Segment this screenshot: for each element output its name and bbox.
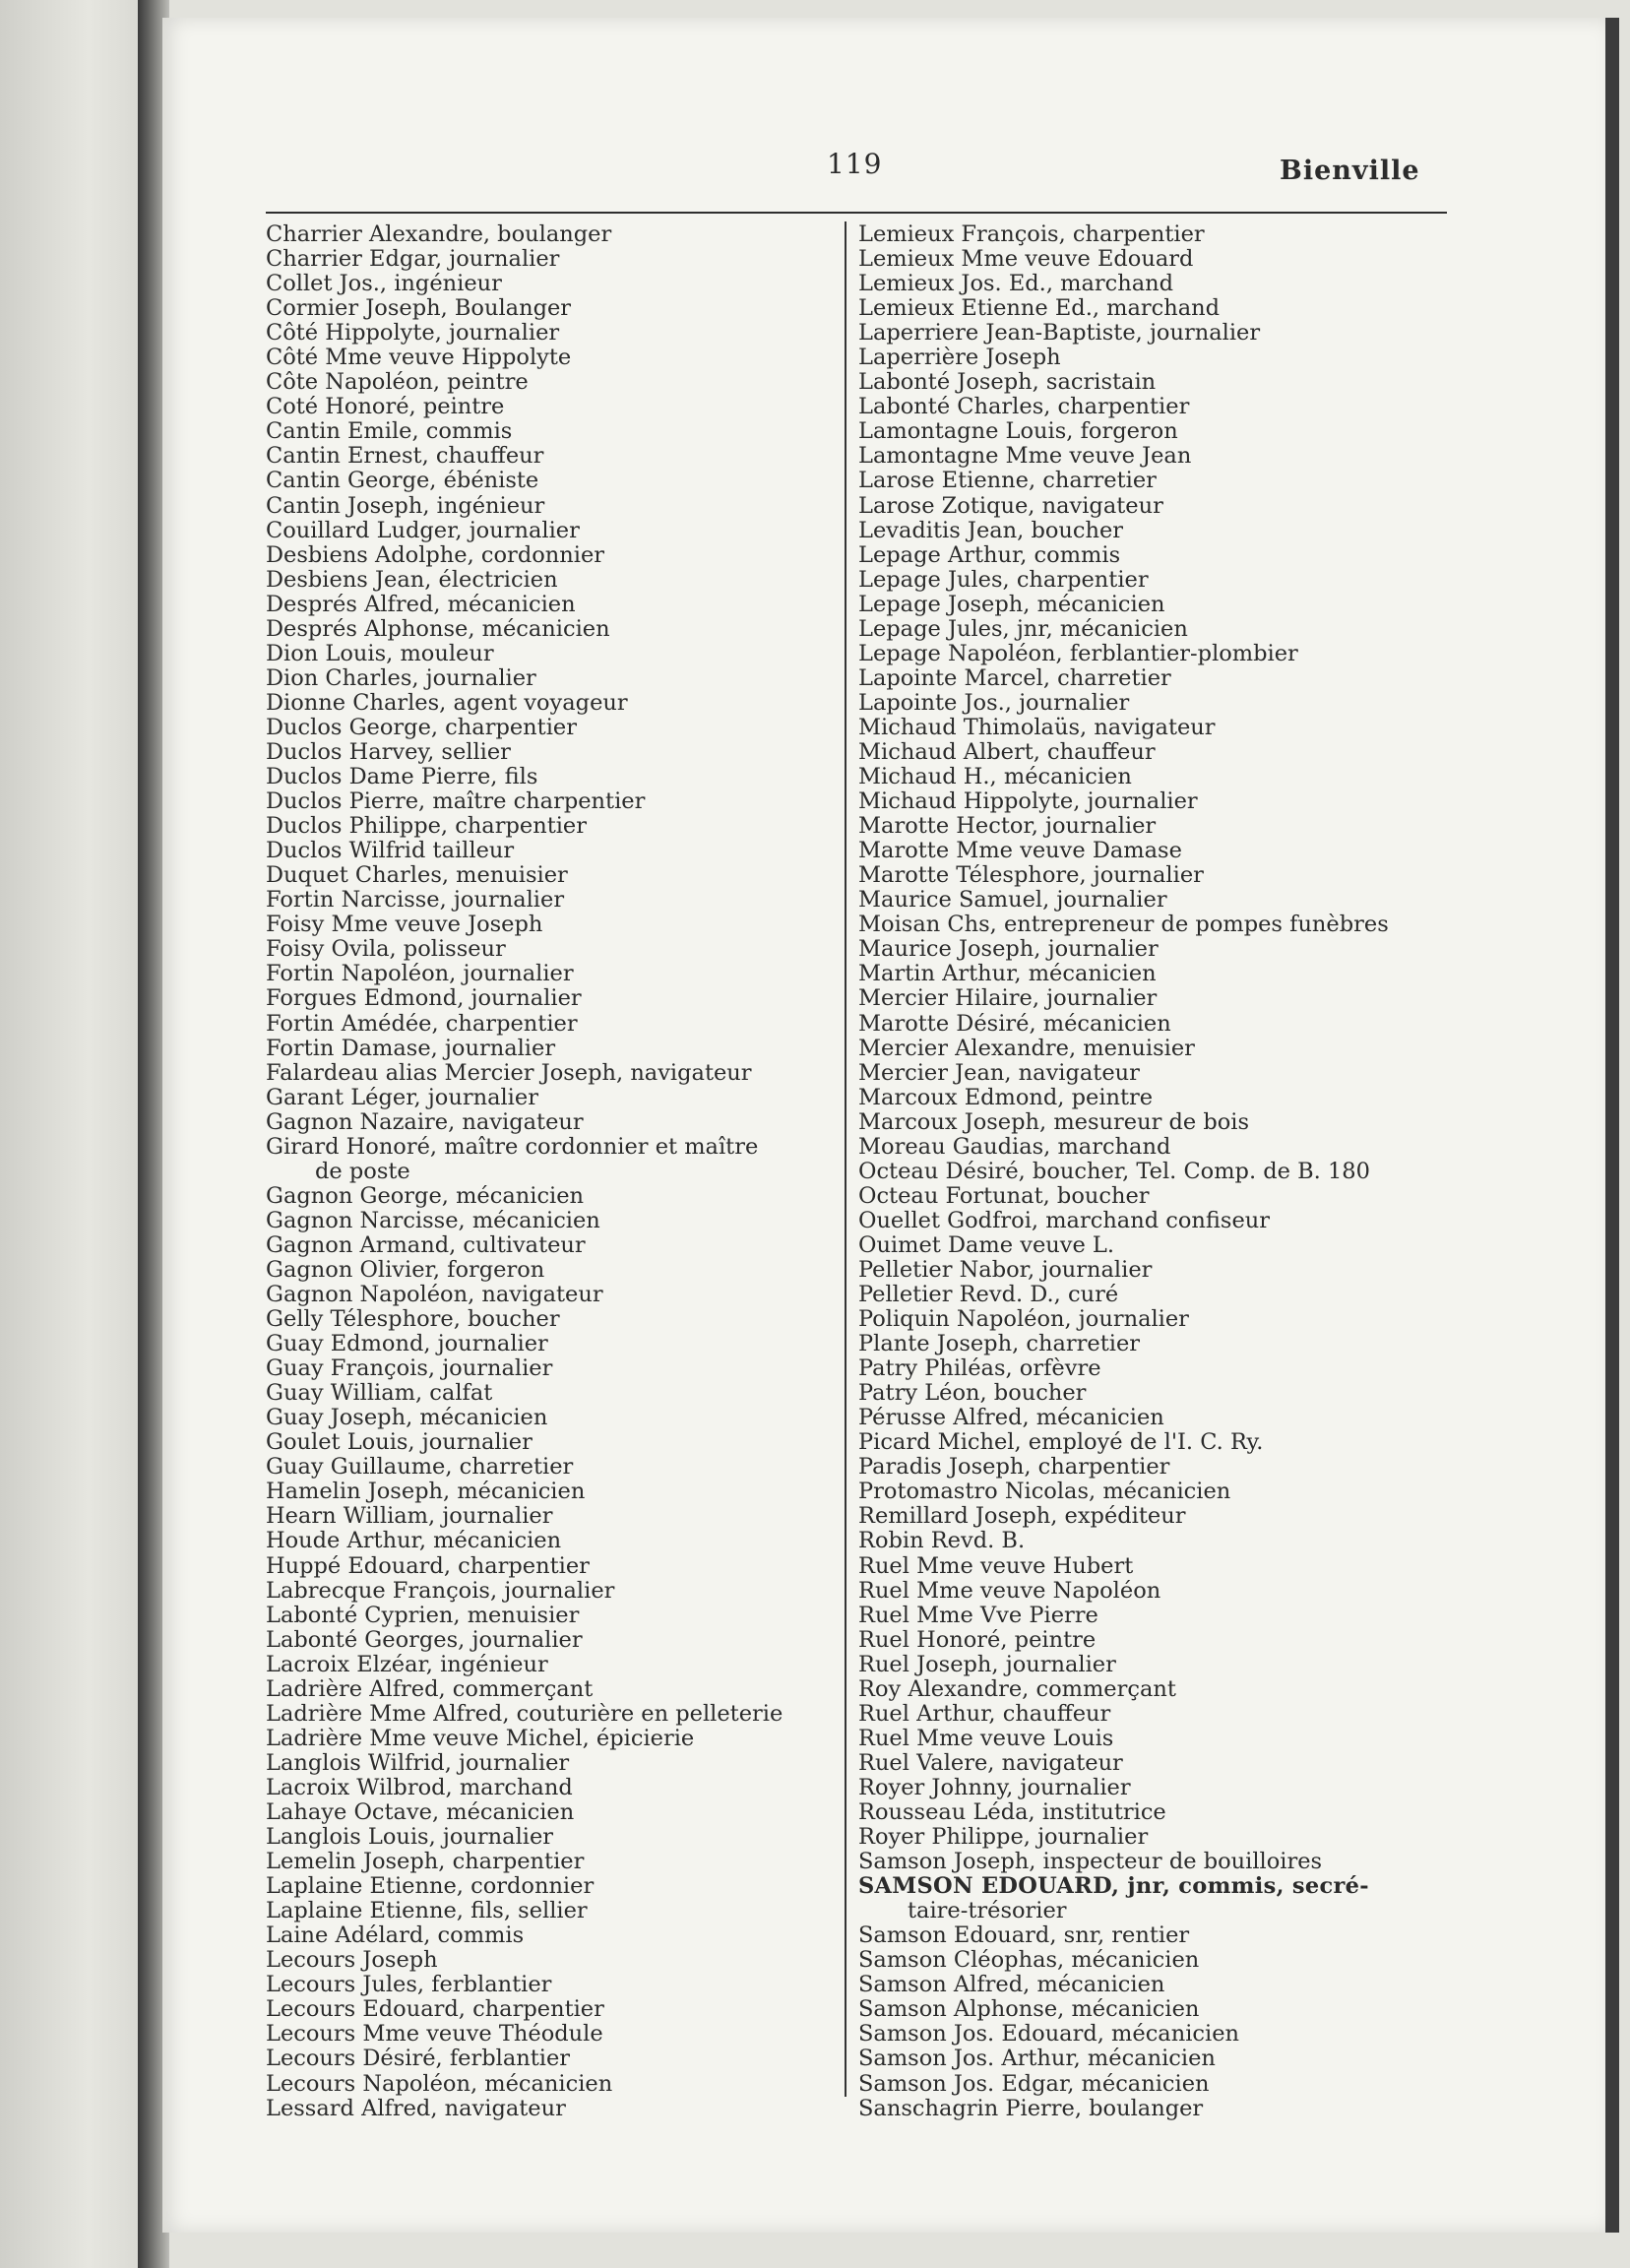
directory-entry: Robin Revd. B. bbox=[858, 1528, 1026, 1554]
directory-entry: Lahaye Octave, mécanicien bbox=[266, 1799, 575, 1825]
directory-entry: Ladrière Alfred, commerçant bbox=[266, 1675, 594, 1702]
directory-entry: Ruel Mme veuve Napoléon bbox=[858, 1577, 1161, 1604]
directory-entry: Ruel Mme veuve Hubert bbox=[858, 1552, 1134, 1579]
directory-entry: Garant Léger, journalier bbox=[266, 1084, 538, 1110]
directory-entry: Charrier Edgar, journalier bbox=[266, 246, 560, 273]
directory-entry: Dionne Charles, agent voyageur bbox=[266, 689, 628, 716]
directory-entry: taire-trésorier bbox=[908, 1898, 1067, 1924]
directory-entry: Lecours Edouard, charpentier bbox=[266, 1996, 604, 2023]
directory-entry: Pérusse Alfred, mécanicien bbox=[858, 1405, 1164, 1431]
directory-entry: Patry Philéas, orfèvre bbox=[858, 1355, 1101, 1382]
directory-entry: Lepage Arthur, commis bbox=[858, 541, 1121, 568]
directory-entry: Duclos Harvey, sellier bbox=[266, 738, 511, 765]
directory-entry: Samson Joseph, inspecteur de bouilloires bbox=[858, 1849, 1323, 1875]
directory-entry: Duclos George, charpentier bbox=[266, 714, 577, 740]
directory-entry: Lemieux Jos. Ed., marchand bbox=[858, 271, 1174, 297]
directory-entry: Michaud Thimolaüs, navigateur bbox=[858, 714, 1216, 740]
directory-entry: Samson Cléophas, mécanicien bbox=[858, 1947, 1200, 1974]
directory-entry: Langlois Louis, journalier bbox=[266, 1824, 554, 1851]
directory-entry: Lecours Jules, ferblantier bbox=[266, 1972, 552, 1998]
directory-entry: Labonté Charles, charpentier bbox=[858, 394, 1190, 420]
directory-entry: Guay Joseph, mécanicien bbox=[266, 1405, 548, 1431]
directory-entry: Samson Edouard, snr, rentier bbox=[858, 1922, 1190, 1949]
directory-entry: Samson Alphonse, mécanicien bbox=[858, 1996, 1200, 2023]
directory-entry: Laperriere Jean-Baptiste, journalier bbox=[858, 320, 1261, 346]
directory-entry: Ruel Arthur, chauffeur bbox=[858, 1700, 1111, 1727]
directory-entry: Gagnon Nazaire, navigateur bbox=[266, 1108, 584, 1135]
directory-entry: Ouimet Dame veuve L. bbox=[858, 1231, 1115, 1258]
directory-entry: Laperrière Joseph bbox=[858, 345, 1061, 371]
directory-entry: Fortin Narcisse, journalier bbox=[266, 887, 565, 914]
directory-entry: Hamelin Joseph, mécanicien bbox=[266, 1479, 586, 1505]
directory-entry: Huppé Edouard, charpentier bbox=[266, 1552, 590, 1579]
directory-entry: Samson Jos. Arthur, mécanicien bbox=[858, 2046, 1216, 2072]
directory-entry: Gagnon George, mécanicien bbox=[266, 1182, 585, 1209]
directory-entry: Laplaine Etienne, fils, sellier bbox=[266, 1898, 588, 1924]
directory-entry: Marotte Mme veuve Damase bbox=[858, 838, 1182, 864]
directory-entry: Ruel Honoré, peintre bbox=[858, 1626, 1097, 1653]
directory-entry: Laplaine Etienne, cordonnier bbox=[266, 1873, 595, 1900]
directory-entry: Cormier Joseph, Boulanger bbox=[266, 295, 572, 322]
directory-entry: Michaud H., mécanicien bbox=[858, 764, 1132, 790]
directory-entry: Samson Alfred, mécanicien bbox=[858, 1972, 1165, 1998]
directory-entry: Fortin Napoléon, journalier bbox=[266, 961, 574, 987]
directory-entry: Cantin Joseph, ingénieur bbox=[266, 492, 545, 519]
directory-entry: Lemieux Etienne Ed., marchand bbox=[858, 295, 1221, 322]
directory-entry: Després Alfred, mécanicien bbox=[266, 591, 576, 617]
directory-entry: Foisy Mme veuve Joseph bbox=[266, 912, 543, 938]
directory-entry: Duclos Dame Pierre, fils bbox=[266, 764, 538, 790]
directory-entry: Houde Arthur, mécanicien bbox=[266, 1528, 562, 1554]
directory-entry: Samson Jos. Edgar, mécanicien bbox=[858, 2070, 1210, 2097]
directory-entry: Cantin George, ébéniste bbox=[266, 468, 539, 494]
directory-entry: Fortin Damase, journalier bbox=[266, 1035, 556, 1061]
directory-entry: Maurice Joseph, journalier bbox=[858, 936, 1159, 963]
directory-entry: Mercier Alexandre, menuisier bbox=[858, 1035, 1195, 1061]
running-head: Bienville bbox=[1280, 156, 1420, 186]
directory-entry: Ladrière Mme Alfred, couturière en pelleterie bbox=[266, 1700, 784, 1727]
directory-entry: Lemieux François, charpentier bbox=[858, 221, 1205, 247]
directory-entry: Gagnon Olivier, forgeron bbox=[266, 1256, 545, 1283]
directory-entry: Ruel Valere, navigateur bbox=[858, 1749, 1123, 1776]
directory-entry: Labonté Joseph, sacristain bbox=[858, 369, 1157, 396]
directory-entry: Lapointe Jos., journalier bbox=[858, 689, 1130, 716]
directory-entry: Lepage Joseph, mécanicien bbox=[858, 591, 1165, 617]
directory-entry: Lacroix Elzéar, ingénieur bbox=[266, 1651, 548, 1677]
directory-entry: Forgues Edmond, journalier bbox=[266, 985, 582, 1012]
directory-entry: Plante Joseph, charretier bbox=[858, 1331, 1141, 1357]
directory-entry: Côte Napoléon, peintre bbox=[266, 369, 529, 396]
directory-entry: Maurice Samuel, journalier bbox=[858, 887, 1167, 914]
directory-entry: Gelly Télesphore, boucher bbox=[266, 1306, 560, 1333]
directory-entry: Rousseau Léda, institutrice bbox=[858, 1799, 1166, 1825]
directory-entry: Moisan Chs, entrepreneur de pompes funèbres bbox=[858, 912, 1389, 938]
directory-entry: SAMSON EDOUARD, jnr, commis, secré- bbox=[858, 1873, 1369, 1900]
directory-entry: Ruel Joseph, journalier bbox=[858, 1651, 1116, 1677]
directory-entry: Guay William, calfat bbox=[266, 1380, 493, 1407]
directory-entry: Hearn William, journalier bbox=[266, 1503, 553, 1530]
directory-entry: Levaditis Jean, boucher bbox=[858, 517, 1124, 543]
directory-entry: Cantin Emile, commis bbox=[266, 418, 513, 445]
directory-entry: de poste bbox=[315, 1158, 410, 1184]
directory-entry: Lecours Napoléon, mécanicien bbox=[266, 2070, 613, 2097]
directory-entry: Protomastro Nicolas, mécanicien bbox=[858, 1479, 1231, 1505]
directory-entry: Ruel Mme veuve Louis bbox=[858, 1725, 1114, 1751]
directory-entry: Duclos Wilfrid tailleur bbox=[266, 838, 515, 864]
directory-entry: Desbiens Jean, électricien bbox=[266, 566, 558, 593]
directory-entry: Fortin Amédée, charpentier bbox=[266, 1010, 578, 1037]
directory-entry: Gagnon Narcisse, mécanicien bbox=[266, 1207, 600, 1233]
directory-entry: Guay Guillaume, charretier bbox=[266, 1454, 574, 1480]
directory-entry: Octeau Fortunat, boucher bbox=[858, 1182, 1150, 1209]
directory-entry: Roy Alexandre, commerçant bbox=[858, 1675, 1176, 1702]
left-column-list bbox=[266, 222, 835, 2121]
directory-entry: Ouellet Godfroi, marchand confiseur bbox=[858, 1207, 1271, 1233]
directory-entry: Coté Honoré, peintre bbox=[266, 394, 505, 420]
directory-entry: Royer Philippe, journalier bbox=[858, 1824, 1149, 1851]
directory-entry: Labonté Georges, journalier bbox=[266, 1626, 583, 1653]
directory-entry: Lepage Napoléon, ferblantier-plombier bbox=[858, 640, 1298, 666]
directory-entry: Lemelin Joseph, charpentier bbox=[266, 1849, 585, 1875]
directory-entry: Royer Johnny, journalier bbox=[858, 1774, 1131, 1800]
directory-entry: Mercier Jean, navigateur bbox=[858, 1059, 1140, 1086]
directory-entry: Dion Louis, mouleur bbox=[266, 640, 494, 666]
directory-entry: Dion Charles, journalier bbox=[266, 664, 536, 691]
directory-entry: Gagnon Armand, cultivateur bbox=[266, 1231, 586, 1258]
directory-entry: Després Alphonse, mécanicien bbox=[266, 615, 610, 642]
directory-entry: Pelletier Revd. D., curé bbox=[858, 1282, 1119, 1308]
directory-entry: Lemieux Mme veuve Edouard bbox=[858, 246, 1194, 273]
directory-entry: Côté Mme veuve Hippolyte bbox=[266, 345, 572, 371]
directory-entry: Lecours Joseph bbox=[266, 1947, 438, 1974]
directory-entry: Desbiens Adolphe, cordonnier bbox=[266, 541, 605, 568]
header-rule bbox=[266, 212, 1447, 214]
directory-entry: Lecours Mme veuve Théodule bbox=[266, 2021, 603, 2048]
directory-entry: Marcoux Joseph, mesureur de bois bbox=[858, 1108, 1250, 1135]
directory-entry: Mercier Hilaire, journalier bbox=[858, 985, 1158, 1012]
directory-entry: Remillard Joseph, expéditeur bbox=[858, 1503, 1186, 1530]
directory-entry: Lamontagne Louis, forgeron bbox=[858, 418, 1178, 445]
directory-entry: Labonté Cyprien, menuisier bbox=[266, 1602, 580, 1628]
directory-entry: Poliquin Napoléon, journalier bbox=[858, 1306, 1189, 1333]
directory-entry: Sanschagrin Pierre, boulanger bbox=[858, 2095, 1204, 2121]
directory-entry: Picard Michel, employé de l'I. C. Ry. bbox=[858, 1429, 1264, 1456]
directory-entry: Charrier Alexandre, boulanger bbox=[266, 221, 612, 247]
directory-entry: Lecours Désiré, ferblantier bbox=[266, 2046, 571, 2072]
directory-entry: Larose Zotique, navigateur bbox=[858, 492, 1163, 519]
directory-entry: Ladrière Mme veuve Michel, épicierie bbox=[266, 1725, 695, 1751]
directory-entry: Collet Jos., ingénieur bbox=[266, 271, 502, 297]
directory-entry: Moreau Gaudias, marchand bbox=[858, 1133, 1171, 1160]
directory-entry: Goulet Louis, journalier bbox=[266, 1429, 533, 1456]
directory-entry: Samson Jos. Edouard, mécanicien bbox=[858, 2021, 1240, 2048]
directory-entry: Foisy Ovila, polisseur bbox=[266, 936, 506, 963]
directory-entry: Couillard Ludger, journalier bbox=[266, 517, 580, 543]
directory-entry: Côté Hippolyte, journalier bbox=[266, 320, 560, 346]
directory-entry: Marotte Télesphore, journalier bbox=[858, 862, 1204, 889]
directory-entry: Guay Edmond, journalier bbox=[266, 1331, 548, 1357]
directory-entry: Lapointe Marcel, charretier bbox=[858, 664, 1171, 691]
directory-entry: Gagnon Napoléon, navigateur bbox=[266, 1282, 603, 1308]
directory-entry: Marcoux Edmond, peintre bbox=[858, 1084, 1154, 1110]
directory-entry: Marotte Hector, journalier bbox=[858, 813, 1157, 840]
directory-entry: Laine Adélard, commis bbox=[266, 1922, 525, 1949]
directory-entry: Guay François, journalier bbox=[266, 1355, 553, 1382]
directory-entry: Lessard Alfred, navigateur bbox=[266, 2095, 566, 2121]
directory-entry: Lepage Jules, charpentier bbox=[858, 566, 1149, 593]
directory-entry: Langlois Wilfrid, journalier bbox=[266, 1749, 570, 1776]
previous-page-edge bbox=[0, 0, 148, 2268]
directory-entry: Pelletier Nabor, journalier bbox=[858, 1256, 1153, 1283]
directory-entry: Duquet Charles, menuisier bbox=[266, 862, 568, 889]
directory-entry: Duclos Pierre, maître charpentier bbox=[266, 788, 646, 815]
directory-entry: Paradis Joseph, charpentier bbox=[858, 1454, 1170, 1480]
directory-entry: Lamontagne Mme veuve Jean bbox=[858, 443, 1192, 470]
directory-entry: Cantin Ernest, chauffeur bbox=[266, 443, 544, 470]
directory-entry: Labrecque François, journalier bbox=[266, 1577, 615, 1604]
directory-entry: Lacroix Wilbrod, marchand bbox=[266, 1774, 573, 1800]
right-column-list bbox=[858, 222, 1449, 2121]
directory-entry: Ruel Mme Vve Pierre bbox=[858, 1602, 1098, 1628]
directory-entry: Lepage Jules, jnr, mécanicien bbox=[858, 615, 1188, 642]
directory-entry: Michaud Albert, chauffeur bbox=[858, 738, 1156, 765]
directory-entry: Duclos Philippe, charpentier bbox=[266, 813, 587, 840]
directory-entry: Larose Etienne, charretier bbox=[858, 468, 1157, 494]
page-number: 119 bbox=[827, 148, 883, 180]
column-divider bbox=[845, 221, 846, 2097]
directory-entry: Octeau Désiré, boucher, Tel. Comp. de B. 180 bbox=[858, 1158, 1370, 1184]
directory-entry: Michaud Hippolyte, journalier bbox=[858, 788, 1198, 815]
directory-entry: Falardeau alias Mercier Joseph, navigateur bbox=[266, 1059, 752, 1086]
directory-entry: Martin Arthur, mécanicien bbox=[858, 961, 1157, 987]
directory-entry: Girard Honoré, maître cordonnier et maître bbox=[266, 1133, 759, 1160]
directory-entry: Marotte Désiré, mécanicien bbox=[858, 1010, 1171, 1037]
directory-entry: Patry Léon, boucher bbox=[858, 1380, 1087, 1407]
